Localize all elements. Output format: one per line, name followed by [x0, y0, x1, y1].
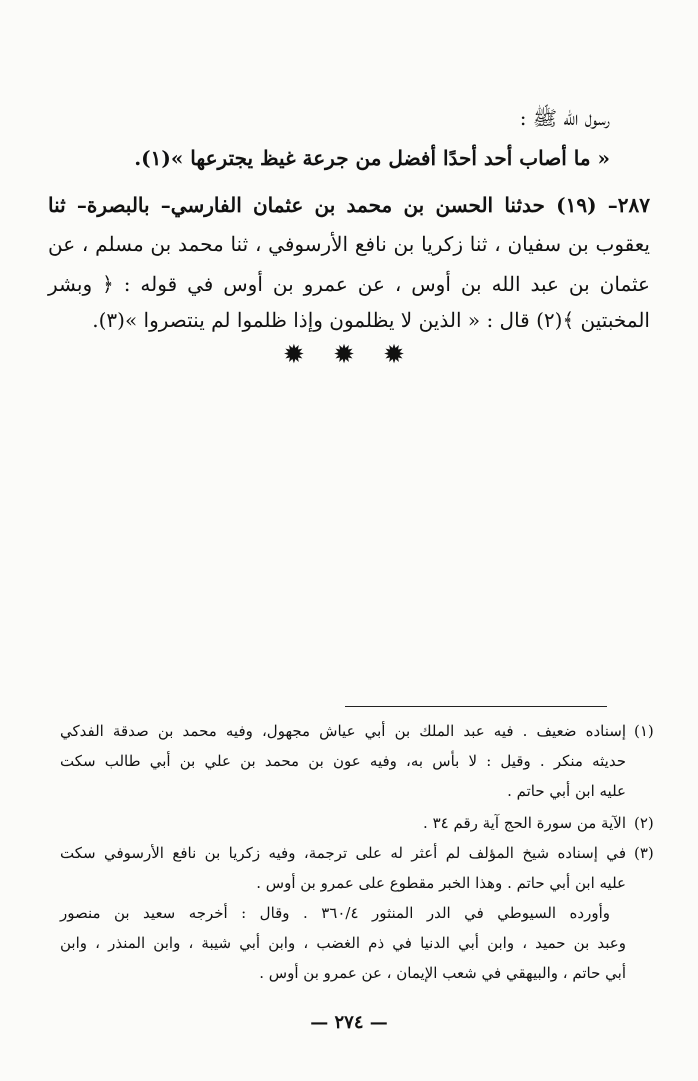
footnote-divider [345, 706, 607, 707]
section-separator: ✹ ✹ ✹ [283, 340, 415, 370]
hadith-line-1: ٢٨٧– (١٩) حدثنا الحسن بن محمد بن عثمان الفارسي– بالبصرة– ثنا [48, 193, 650, 217]
footnote-line: إسناده ضعيف . فيه عبد الملك بن أبي عياش مجهول، وفيه محمد بن صدقة الفدكي [60, 722, 626, 740]
text-line-1: رسول الله ﷺ : [519, 106, 610, 130]
footnote-line: وعبد بن حميد ، وابن أبي الدنيا في ذم الغضب ، وابن أبي شيبة ، وابن المنذر ، وابن [60, 934, 626, 952]
hadith-line-3: عثمان بن عبد الله بن أوس ، عن عمرو بن أوس في قوله : ﴿ وبشر [48, 272, 650, 296]
footnote-2 [60, 808, 654, 838]
footnote-line: أبي حاتم ، والبيهقي في شعب الإيمان ، عن عمرو بن أوس . [259, 964, 626, 982]
footnote-line: حديثه منكر . وقيل : لا بأس به، وفيه عون بن محمد بن علي بن أبي طالب سكت [60, 752, 626, 770]
footnote-number: (٣) [634, 844, 654, 862]
footnote-line: وأورده السيوطي في الدر المنثور ٣٦٠/٤ . وقال : أخرجه سعيد بن منصور [60, 904, 610, 922]
footnote-3 [60, 838, 654, 988]
hadith-line-4: المخبتين ﴾(٢) قال : « الذين لا يظلمون وإذا ظلموا لم ينتصروا »(٣). [92, 308, 650, 332]
page-number: — ٢٧٤ — [310, 1012, 388, 1033]
footnote-1 [60, 716, 654, 806]
footnote-line: عليه ابن أبي حاتم . وهذا الخبر مقطوع على عمرو بن أوس . [256, 874, 626, 892]
footnote-line: في إسناده شيخ المؤلف لم أعثر له على ترجمة، وفيه زكريا بن نافع الأرسوفي سكت [60, 844, 626, 862]
footnote-line: عليه ابن أبي حاتم . [507, 782, 626, 800]
footnote-number: (٢) [634, 814, 654, 832]
footnote-number: (١) [634, 722, 654, 740]
footnote-line: الآية من سورة الحج آية رقم ٣٤ . [423, 814, 626, 832]
hadith-line-2: يعقوب بن سفيان ، ثنا زكريا بن نافع الأرسوفي ، ثنا محمد بن مسلم ، عن [48, 232, 650, 256]
text-line-2: « ما أصاب أحد أحدًا أفضل من جرعة غيظ يجترعها »(١). [134, 146, 610, 170]
